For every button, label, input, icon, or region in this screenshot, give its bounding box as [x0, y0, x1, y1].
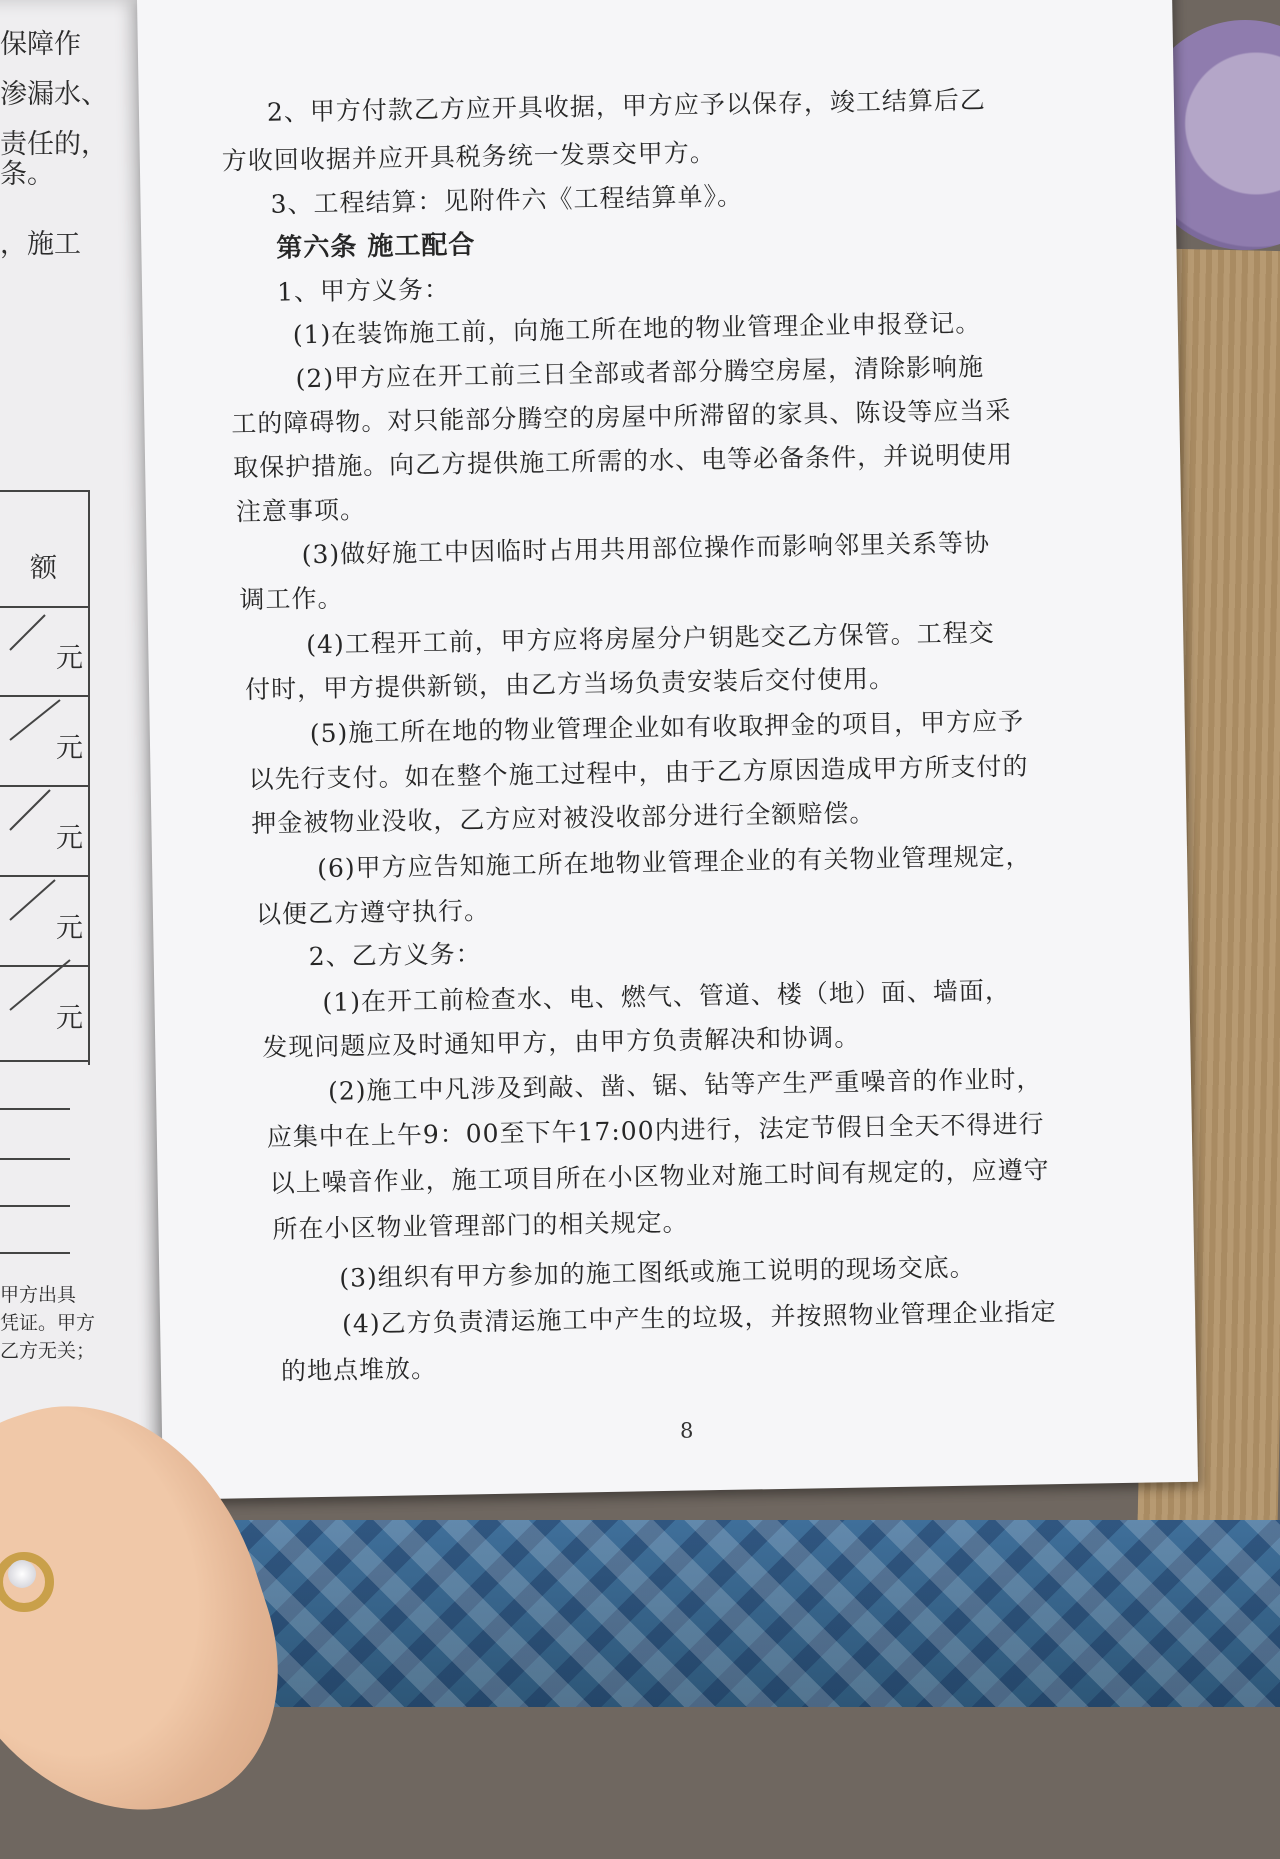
text-line: 调工作。 [239, 583, 344, 615]
blank-line [0, 1158, 70, 1160]
text-line: 应集中在上午9：00至下午17:00内进行，法定节假日全天不得进行 [266, 1109, 1045, 1152]
table-cell: 元 [56, 733, 83, 764]
blank-line [0, 1205, 70, 1207]
left-page-text: 甲方出具 [0, 1284, 77, 1306]
text-line: 发现问题应及时通知甲方，由甲方负责解决和协调。 [262, 1022, 861, 1062]
diagonal-strokes [0, 490, 88, 1065]
table-cell: 元 [56, 1003, 83, 1034]
text-line: (2)施工中凡涉及到敲、凿、锯、钻等产生严重噪音的作业时， [327, 1064, 1043, 1106]
text-line: 注意事项。 [235, 495, 367, 527]
document-page [137, 0, 1198, 1500]
left-page-text: 条。 [0, 159, 54, 190]
page-number: 8 [679, 1418, 694, 1443]
text-line: (6)甲方应告知施工所在地物业管理企业的有关物业管理规定， [316, 841, 1032, 883]
text-line: 1、甲方义务： [276, 274, 451, 307]
text-line: 以上噪音作业，施工项目所在小区物业对施工时间有规定的，应遵守 [269, 1155, 1050, 1198]
text-line: (5)施工所在地的物业管理企业如有收取押金的项目，甲方应予 [309, 706, 1025, 749]
ring-stone [8, 1560, 36, 1588]
left-page-text: 保障作 [0, 29, 81, 60]
text-line: (3)组织有甲方参加的施工图纸或施工说明的现场交底。 [339, 1252, 976, 1293]
text-line: 3、工程结算：见附件六《工程结算单》。 [270, 181, 744, 219]
text-line: 取保护措施。向乙方提供施工所需的水、电等必备条件，并说明使用 [232, 439, 1014, 483]
text-line: (1)在装饰施工前，向施工所在地的物业管理企业申报登记。 [292, 308, 982, 350]
text-line: 工的障碍物。对只能部分腾空的房屋中所滞留的家具、陈设等应当采 [231, 395, 1012, 439]
text-line: (2)甲方应在开工前三日全部或者部分腾空房屋，清除影响施 [295, 352, 985, 394]
section-heading: 第六条 施工配合 [276, 230, 476, 264]
left-page-text: 渗漏水、 [0, 79, 108, 110]
table-header: 额 [30, 553, 57, 584]
text-line: 押金被物业没收，乙方应对被没收部分进行全额赔偿。 [251, 798, 876, 839]
left-page-text: 凭证。甲方 [0, 1312, 96, 1334]
blank-line [0, 1108, 70, 1110]
left-page-text: ，施工 [0, 229, 81, 260]
table-cell: 元 [56, 643, 83, 674]
blank-line [0, 1252, 70, 1254]
text-line: 所在小区物业管理部门的相关规定。 [272, 1207, 689, 1244]
left-page-table [0, 490, 90, 1065]
text-line: 方收回收据并应开具税务统一发票交甲方。 [221, 137, 717, 176]
text-line: (4)乙方负责清运施工中产生的垃圾，并按照物业管理企业指定 [341, 1297, 1057, 1339]
text-line: 的地点堆放。 [280, 1353, 438, 1386]
text-line: (4)工程开工前，甲方应将房屋分户钥匙交乙方保管。工程交 [306, 618, 995, 660]
table-cell: 元 [56, 913, 83, 944]
text-line: (3)做好施工中因临时占用共用部位操作而影响邻里关系等协 [301, 528, 991, 570]
text-line: (1)在开工前检查水、电、燃气、管道、楼（地）面、墙面， [322, 975, 1012, 1017]
text-line: 付时，甲方提供新锁，由乙方当场负责安装后交付使用。 [244, 663, 896, 705]
text-line: 以便乙方遵守执行。 [255, 895, 491, 930]
text-line: 2、甲方付款乙方应开具收据，甲方应予以保存，竣工结算后乙 [266, 85, 987, 127]
left-page-text: 责任的， [0, 129, 108, 160]
text-line: 2、乙方义务： [308, 939, 482, 972]
table-cell: 元 [56, 823, 83, 854]
left-page-text: 乙方无关； [0, 1340, 96, 1362]
text-line: 以先行支付。如在整个施工过程中，由于乙方原因造成甲方所支付的 [248, 751, 1029, 795]
